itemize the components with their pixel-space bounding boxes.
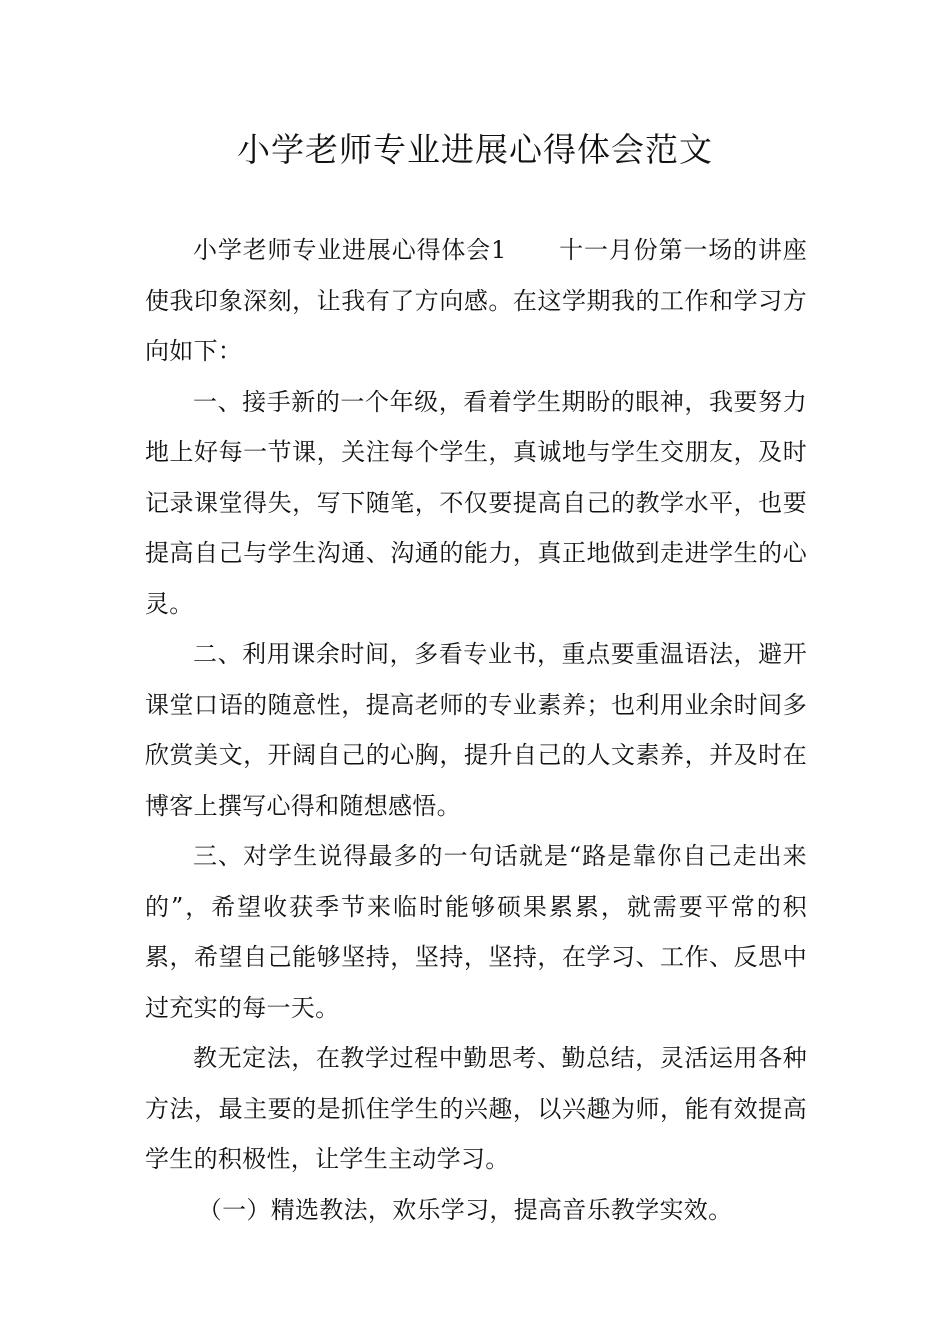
document-title: 小学老师专业进展心得体会范文 [237, 130, 713, 169]
paragraph-4: 教无定法，在教学过程中勤思考、勤总结，灵活运用各种方法，最主要的是抓住学生的兴趣，以兴趣为师，能有效提高学生的积极性，让学生主动学习。 [145, 1044, 807, 1173]
section-subheading: （一）精选教法，欢乐学习，提高音乐教学实效。 [197, 1195, 733, 1224]
document-body [145, 225, 807, 1235]
intro-paragraph [145, 225, 807, 377]
paragraph-3: 三、对学生说得最多的一句话就是“路是靠你自己走出来的”，希望收获季节来临时能够硕果累累，就需要平常的积累，希望自己能够坚持，坚持，坚持，在学习、工作、反思中过充实的每一天。 [145, 842, 807, 1022]
paragraph-2: 二、利用课余时间，多看专业书，重点要重温语法，避开课堂口语的随意性，提高老师的专业素养；也利用业余时间多欣赏美文，开阔自己的心胸，提升自己的人文素养，并及时在博客上撰写心得和随想感悟。 [145, 640, 807, 820]
intro-heading: 小学老师专业进展心得体会1 [193, 236, 507, 264]
paragraph-1: 一、接手新的一个年级，看着学生期盼的眼神，我要努力地上好每一节课，关注每个学生，真诚地与学生交朋友，及时记录课堂得失，写下随笔，不仅要提高自己的教学水平，也要提高自己与学生沟通、沟通的能力，真正地做到走进学生的心灵。 [145, 387, 807, 618]
intro-text: 十一月份第一场的讲座使我印象深刻，让我有了方向感。在这学期我的工作和学习方向如下： [145, 236, 808, 365]
